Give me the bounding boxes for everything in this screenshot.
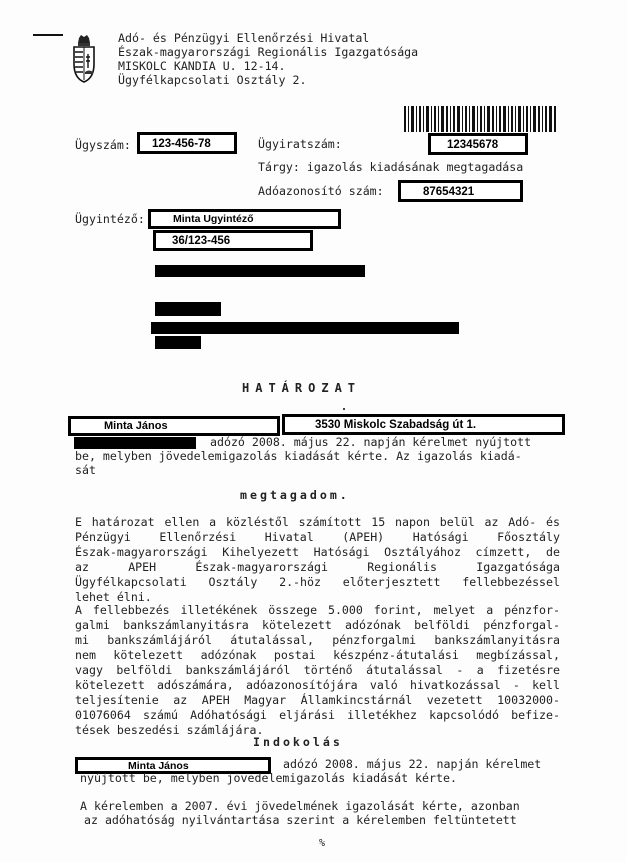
- administrator-value: Minta Ugyintéző: [173, 213, 254, 225]
- closing-line-2: az adóhatóság nyilvántartása szerint a kérelemben feltüntetett: [84, 813, 517, 827]
- intro-line-2: be, melyben jövedelemigazolás kiadását kérte. Az igazolás kiadá-: [75, 449, 522, 463]
- reasoning-title: Indokolás: [253, 735, 343, 749]
- org-name: Adó- és Pénzügyi Ellenőrzési Hivatal: [118, 31, 370, 45]
- case-number-value: 123-456-78: [152, 138, 211, 150]
- redacted-line: [155, 336, 201, 349]
- tax-id-label: Adóazonosító szám:: [258, 184, 384, 198]
- org-address: MISKOLC KANDIA U. 12-14.: [118, 59, 286, 73]
- phone-value: 36/123-456: [172, 235, 231, 247]
- applicant-address-box: [282, 414, 565, 435]
- fee-line: A fellebbezés illetékének összege 5.000 forint, melyet a pénzfor-: [75, 603, 560, 617]
- appeal-paragraph: [75, 515, 560, 605]
- intro-line-1: adózó 2008. május 22. napján kérelmet nyújtott: [210, 435, 532, 449]
- redacted-line: [155, 302, 221, 316]
- administrator-box: [148, 209, 341, 229]
- document-title: HATÁROZAT: [242, 381, 362, 395]
- speck: [343, 408, 345, 410]
- fee-line: 01076064 számú Adóhatósági eljárási illetékhez kapcsolódó befize-: [75, 708, 560, 722]
- decision-word: megtagadom.: [240, 488, 350, 502]
- fee-line: vagy belföldi bankszámlájáról történő átutalással - a fizetésre: [75, 663, 560, 677]
- reasoning-line-1: adózó 2008. május 22. napján kérelmet: [283, 757, 542, 771]
- fee-line: mi bankszámlájáról átutalással, pénzforgalmi bankszámlanyitásra: [75, 633, 560, 647]
- fee-line: nem kötelezett adózónak postai készpénz-átutalási megbízással,: [75, 648, 560, 662]
- fee-line: kötelezett adószámára, adóazonosítójára való hivatkozással - kell: [75, 678, 560, 692]
- coat-of-arms-icon: [70, 34, 98, 84]
- applicant-address: 3530 Miskolc Szabadság út 1.: [315, 419, 477, 431]
- closing-line-1: A kérelemben a 2007. évi jövedelmének igazolását kérte, azonban: [80, 799, 520, 813]
- administrator-label: Ügyintéző:: [75, 212, 145, 226]
- corner-mark: [33, 34, 63, 36]
- page-mark: %: [319, 838, 326, 849]
- file-number-box: [428, 133, 528, 155]
- org-department: Ügyfélkapcsolati Osztály 2.: [118, 73, 307, 87]
- barcode: [404, 106, 556, 132]
- fee-line: tések beszedési számlájára.: [75, 723, 264, 737]
- appeal-line: lehet élni.: [75, 590, 152, 604]
- appeal-line: Észak-magyarországi Kihelyezett Hatósági Osztályához címzett, de: [75, 545, 560, 559]
- fee-line: galmi bankszámlanyitásra kötelezett adózónak belföldi pénzforgal-: [75, 618, 560, 632]
- phone-box: [153, 230, 313, 251]
- appeal-line: Ügyfélkapcsolati Osztály 2.-höz előterjesztett fellebbezéssel: [75, 575, 560, 589]
- appeal-line: E határozat ellen a közléstől számított 15 napon belül az Adó- és: [75, 515, 560, 529]
- fee-paragraph: [75, 603, 560, 738]
- reasoning-line-2: nyújtott be, melyben jövedelemigazolás kiadását kérte.: [80, 771, 457, 785]
- redacted-name: [74, 437, 196, 449]
- tax-id-value: 87654321: [423, 186, 475, 198]
- appeal-line: az APEH Észak-magyarországi Regionális Igazgatósága: [75, 560, 560, 574]
- org-region: Észak-magyarországi Regionális Igazgatósága: [118, 45, 419, 59]
- intro-line-3: sát: [75, 463, 96, 477]
- reasoning-name: Minta János: [128, 760, 189, 772]
- appeal-line: Pénzügyi Ellenőrzési Hivatal (APEH) Hatósági Főosztály: [75, 530, 560, 544]
- file-number-value: 12345678: [447, 139, 499, 151]
- applicant-name: Minta János: [104, 420, 168, 432]
- redacted-line: [151, 322, 459, 334]
- case-number-box: [137, 132, 237, 154]
- redacted-line: [155, 265, 365, 277]
- file-number-label: Ügyiratszám:: [258, 137, 342, 151]
- fee-line: teljesítenie az APEH Magyar Államkincstárnál vezetett 10032000-: [75, 693, 560, 707]
- applicant-name-box: [68, 416, 280, 436]
- case-number-label: Ügyszám:: [75, 138, 131, 152]
- tax-id-box: [398, 180, 523, 202]
- subject-line: Tárgy: igazolás kiadásának megtagadása: [258, 160, 524, 174]
